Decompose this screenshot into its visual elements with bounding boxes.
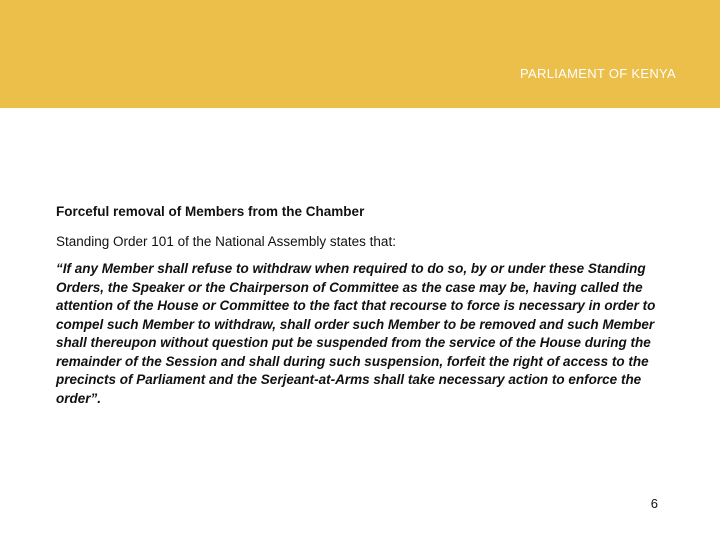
slide-content: [56, 203, 688, 408]
header-band: [0, 0, 720, 108]
page-number: 6: [650, 496, 658, 511]
standing-order-quote: “If any Member shall refuse to withdraw when required to do so, by or under these Standing Orders, the Speaker or the Chairperson of Committee as the case may be, having called the attention of the House or Committee to the fact that recourse to force is necessary in order to compel such Member to withdraw, shall order such Member to be removed and such Member shall thereupon without question put be suspended from the service of the House during the remainder of the Session and shall during such suspension, forfeit the right of access to the precincts of Parliament and the Serjeant-at-Arms shall take necessary action to enforce the order”.: [56, 261, 656, 406]
intro-text: Standing Order 101 of the National Assembly states that:: [56, 234, 396, 249]
header-title: PARLIAMENT OF KENYA: [520, 66, 676, 81]
slide-heading: Forceful removal of Members from the Chamber: [56, 204, 365, 219]
